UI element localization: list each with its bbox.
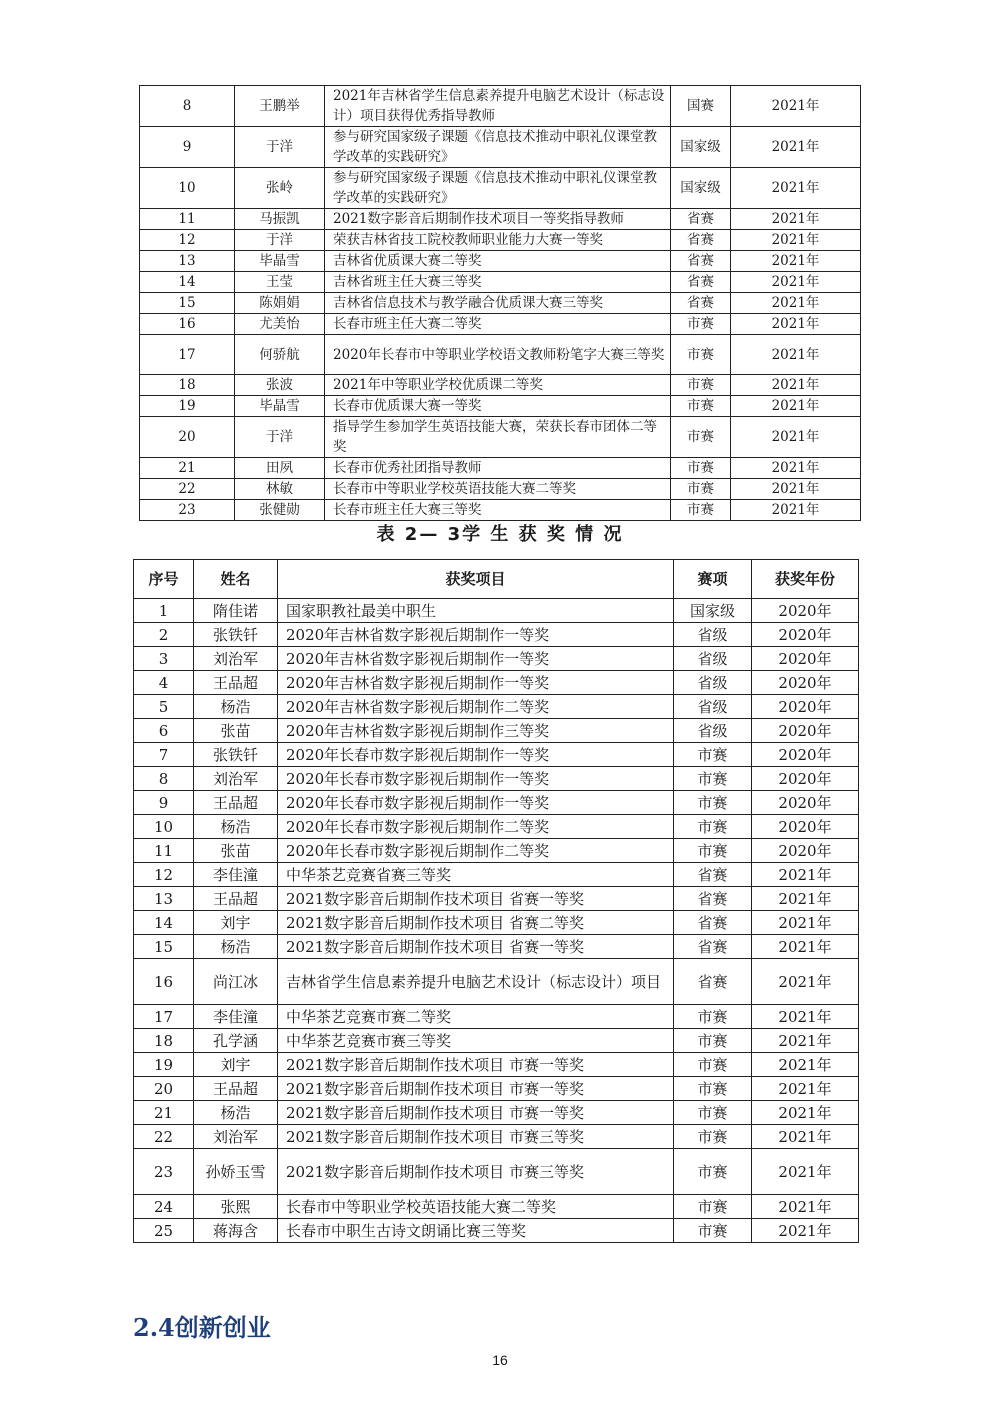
cell-no: 1 bbox=[134, 599, 194, 623]
table-row bbox=[134, 1077, 859, 1101]
cell-level: 市赛 bbox=[674, 1149, 752, 1195]
cell-item: 荣获吉林省技工院校教师职业能力大赛一等奖 bbox=[325, 230, 671, 251]
cell-level: 国家级 bbox=[671, 127, 731, 168]
column-header-year: 获奖年份 bbox=[752, 560, 859, 599]
cell-item: 2020年长春市数字影视后期制作二等奖 bbox=[278, 815, 674, 839]
cell-name: 孙娇玉雪 bbox=[194, 1149, 278, 1195]
table-row bbox=[134, 647, 859, 671]
cell-level: 省赛 bbox=[671, 230, 731, 251]
cell-level: 市赛 bbox=[674, 1219, 752, 1243]
cell-item: 2021数字影音后期制作技术项目一等奖指导教师 bbox=[325, 209, 671, 230]
table-row bbox=[140, 272, 861, 293]
cell-name: 毕晶雪 bbox=[235, 396, 325, 417]
cell-year: 2021年 bbox=[752, 1219, 859, 1243]
cell-level: 市赛 bbox=[674, 1029, 752, 1053]
cell-level: 市赛 bbox=[674, 839, 752, 863]
cell-no: 14 bbox=[134, 911, 194, 935]
table-row bbox=[140, 209, 861, 230]
cell-year: 2021年 bbox=[752, 1077, 859, 1101]
cell-year: 2021年 bbox=[752, 887, 859, 911]
table-row bbox=[140, 230, 861, 251]
cell-item: 长春市班主任大赛三等奖 bbox=[325, 500, 671, 521]
cell-year: 2020年 bbox=[752, 719, 859, 743]
table-row bbox=[134, 935, 859, 959]
table-row bbox=[134, 767, 859, 791]
cell-name: 王品超 bbox=[194, 1077, 278, 1101]
cell-level: 市赛 bbox=[674, 743, 752, 767]
cell-year: 2021年 bbox=[731, 293, 861, 314]
cell-item: 2021数字影音后期制作技术项目 市赛一等奖 bbox=[278, 1077, 674, 1101]
cell-item: 2020年长春市数字影视后期制作一等奖 bbox=[278, 791, 674, 815]
cell-no: 17 bbox=[140, 335, 235, 375]
cell-year: 2021年 bbox=[752, 1101, 859, 1125]
cell-name: 张岭 bbox=[235, 168, 325, 209]
cell-level: 省赛 bbox=[674, 911, 752, 935]
cell-no: 15 bbox=[134, 935, 194, 959]
cell-item: 长春市班主任大赛二等奖 bbox=[325, 314, 671, 335]
cell-level: 省级 bbox=[674, 671, 752, 695]
cell-item: 吉林省优质课大赛二等奖 bbox=[325, 251, 671, 272]
cell-name: 蒋海含 bbox=[194, 1219, 278, 1243]
cell-year: 2021年 bbox=[731, 168, 861, 209]
table-row bbox=[134, 839, 859, 863]
cell-item: 2021年中等职业学校优质课二等奖 bbox=[325, 375, 671, 396]
cell-item: 中华茶艺竞赛市赛二等奖 bbox=[278, 1005, 674, 1029]
cell-no: 17 bbox=[134, 1005, 194, 1029]
table-row bbox=[134, 599, 859, 623]
table-row bbox=[140, 375, 861, 396]
cell-year: 2021年 bbox=[752, 1029, 859, 1053]
cell-no: 20 bbox=[134, 1077, 194, 1101]
cell-item: 2020年吉林省数字影视后期制作一等奖 bbox=[278, 623, 674, 647]
cell-year: 2021年 bbox=[731, 127, 861, 168]
cell-level: 市赛 bbox=[671, 335, 731, 375]
table-row bbox=[140, 168, 861, 209]
cell-name: 李佳潼 bbox=[194, 863, 278, 887]
cell-level: 省赛 bbox=[674, 935, 752, 959]
cell-name: 杨浩 bbox=[194, 935, 278, 959]
cell-level: 省级 bbox=[674, 695, 752, 719]
table-row bbox=[140, 458, 861, 479]
cell-item: 中华茶艺竞赛省赛三等奖 bbox=[278, 863, 674, 887]
cell-year: 2020年 bbox=[752, 815, 859, 839]
cell-name: 张铁钎 bbox=[194, 623, 278, 647]
table-header-row bbox=[134, 560, 859, 599]
cell-name: 刘治军 bbox=[194, 1125, 278, 1149]
cell-year: 2021年 bbox=[752, 935, 859, 959]
cell-no: 7 bbox=[134, 743, 194, 767]
cell-no: 6 bbox=[134, 719, 194, 743]
cell-item: 2021数字影音后期制作技术项目 市赛一等奖 bbox=[278, 1101, 674, 1125]
cell-no: 10 bbox=[134, 815, 194, 839]
cell-no: 13 bbox=[134, 887, 194, 911]
cell-name: 张健勋 bbox=[235, 500, 325, 521]
cell-year: 2021年 bbox=[752, 1125, 859, 1149]
cell-level: 市赛 bbox=[674, 815, 752, 839]
cell-name: 于洋 bbox=[235, 230, 325, 251]
cell-name: 林敏 bbox=[235, 479, 325, 500]
cell-item: 2020年吉林省数字影视后期制作一等奖 bbox=[278, 647, 674, 671]
cell-no: 18 bbox=[140, 375, 235, 396]
cell-level: 市赛 bbox=[674, 1053, 752, 1077]
cell-item: 2021年吉林省学生信息素养提升电脑艺术设计（标志设计）项目获得优秀指导教师 bbox=[325, 86, 671, 127]
cell-level: 市赛 bbox=[671, 396, 731, 417]
table-row bbox=[134, 887, 859, 911]
table-row bbox=[134, 695, 859, 719]
cell-level: 市赛 bbox=[674, 1005, 752, 1029]
column-header-item: 获奖项目 bbox=[278, 560, 674, 599]
table-row bbox=[140, 335, 861, 375]
cell-name: 李佳潼 bbox=[194, 1005, 278, 1029]
cell-year: 2021年 bbox=[731, 251, 861, 272]
cell-level: 国家级 bbox=[671, 168, 731, 209]
cell-item: 2020年吉林省数字影视后期制作一等奖 bbox=[278, 671, 674, 695]
cell-item: 2021数字影音后期制作技术项目 市赛一等奖 bbox=[278, 1053, 674, 1077]
section-heading: 2.4创新创业 bbox=[133, 1313, 271, 1342]
cell-item: 2020年长春市数字影视后期制作一等奖 bbox=[278, 743, 674, 767]
cell-level: 市赛 bbox=[671, 375, 731, 396]
cell-level: 省级 bbox=[674, 719, 752, 743]
cell-year: 2021年 bbox=[752, 1053, 859, 1077]
cell-no: 24 bbox=[134, 1195, 194, 1219]
cell-item: 2021数字影音后期制作技术项目 省赛二等奖 bbox=[278, 911, 674, 935]
cell-year: 2021年 bbox=[731, 417, 861, 458]
table-row bbox=[134, 911, 859, 935]
cell-level: 市赛 bbox=[674, 1101, 752, 1125]
cell-year: 2021年 bbox=[731, 500, 861, 521]
table-row bbox=[134, 1149, 859, 1195]
cell-level: 国赛 bbox=[671, 86, 731, 127]
column-header-name: 姓名 bbox=[194, 560, 278, 599]
table-row bbox=[140, 293, 861, 314]
cell-name: 尤美怡 bbox=[235, 314, 325, 335]
cell-level: 省赛 bbox=[671, 293, 731, 314]
cell-name: 于洋 bbox=[235, 417, 325, 458]
student-awards-table-body bbox=[134, 599, 859, 1243]
cell-name: 隋佳诺 bbox=[194, 599, 278, 623]
cell-item: 长春市优秀社团指导教师 bbox=[325, 458, 671, 479]
cell-year: 2020年 bbox=[752, 767, 859, 791]
cell-name: 张波 bbox=[235, 375, 325, 396]
table-row bbox=[134, 1005, 859, 1029]
cell-name: 张熙 bbox=[194, 1195, 278, 1219]
table-row bbox=[140, 396, 861, 417]
cell-no: 10 bbox=[140, 168, 235, 209]
cell-year: 2021年 bbox=[752, 1195, 859, 1219]
cell-level: 省赛 bbox=[671, 209, 731, 230]
cell-item: 吉林省信息技术与教学融合优质课大赛三等奖 bbox=[325, 293, 671, 314]
cell-no: 11 bbox=[134, 839, 194, 863]
cell-level: 省赛 bbox=[671, 251, 731, 272]
student-awards-table bbox=[133, 559, 859, 1243]
cell-name: 刘治军 bbox=[194, 647, 278, 671]
table-row bbox=[140, 500, 861, 521]
cell-year: 2021年 bbox=[731, 86, 861, 127]
cell-no: 9 bbox=[134, 791, 194, 815]
cell-name: 王品超 bbox=[194, 887, 278, 911]
cell-level: 省级 bbox=[674, 647, 752, 671]
cell-level: 市赛 bbox=[671, 458, 731, 479]
cell-year: 2021年 bbox=[731, 314, 861, 335]
cell-no: 22 bbox=[134, 1125, 194, 1149]
cell-year: 2020年 bbox=[752, 647, 859, 671]
cell-year: 2020年 bbox=[752, 743, 859, 767]
cell-item: 吉林省班主任大赛三等奖 bbox=[325, 272, 671, 293]
table-row bbox=[140, 127, 861, 168]
cell-name: 马振凯 bbox=[235, 209, 325, 230]
cell-no: 25 bbox=[134, 1219, 194, 1243]
table-row bbox=[134, 1219, 859, 1243]
table-row bbox=[140, 417, 861, 458]
cell-item: 长春市中等职业学校英语技能大赛二等奖 bbox=[278, 1195, 674, 1219]
cell-name: 王品超 bbox=[194, 791, 278, 815]
cell-year: 2020年 bbox=[752, 791, 859, 815]
table-row bbox=[134, 671, 859, 695]
cell-name: 王鹏举 bbox=[235, 86, 325, 127]
cell-no: 23 bbox=[134, 1149, 194, 1195]
table-row bbox=[140, 86, 861, 127]
cell-no: 8 bbox=[140, 86, 235, 127]
table-row bbox=[134, 719, 859, 743]
cell-year: 2021年 bbox=[731, 458, 861, 479]
cell-year: 2021年 bbox=[752, 959, 859, 1005]
table-row bbox=[140, 314, 861, 335]
cell-no: 19 bbox=[140, 396, 235, 417]
cell-name: 尚江冰 bbox=[194, 959, 278, 1005]
cell-no: 3 bbox=[134, 647, 194, 671]
cell-year: 2021年 bbox=[752, 1005, 859, 1029]
cell-name: 孔学涵 bbox=[194, 1029, 278, 1053]
cell-year: 2021年 bbox=[731, 375, 861, 396]
cell-year: 2021年 bbox=[731, 396, 861, 417]
cell-name: 刘宇 bbox=[194, 1053, 278, 1077]
cell-item: 长春市中等职业学校英语技能大赛二等奖 bbox=[325, 479, 671, 500]
cell-year: 2021年 bbox=[731, 272, 861, 293]
table-row bbox=[134, 1125, 859, 1149]
cell-year: 2021年 bbox=[731, 335, 861, 375]
cell-no: 23 bbox=[140, 500, 235, 521]
cell-year: 2020年 bbox=[752, 671, 859, 695]
cell-year: 2021年 bbox=[731, 230, 861, 251]
cell-item: 2021数字影音后期制作技术项目 省赛一等奖 bbox=[278, 887, 674, 911]
student-awards-table-caption: 表 2— 3学 生 获 奖 情 况 bbox=[376, 524, 624, 545]
cell-year: 2021年 bbox=[731, 209, 861, 230]
cell-no: 2 bbox=[134, 623, 194, 647]
cell-level: 市赛 bbox=[674, 791, 752, 815]
cell-item: 长春市中职生古诗文朗诵比赛三等奖 bbox=[278, 1219, 674, 1243]
cell-item: 2020年长春市数字影视后期制作一等奖 bbox=[278, 767, 674, 791]
cell-level: 省赛 bbox=[671, 272, 731, 293]
table-row bbox=[134, 791, 859, 815]
cell-no: 18 bbox=[134, 1029, 194, 1053]
cell-level: 省赛 bbox=[674, 887, 752, 911]
cell-year: 2021年 bbox=[752, 911, 859, 935]
cell-level: 国家级 bbox=[674, 599, 752, 623]
cell-name: 张苗 bbox=[194, 719, 278, 743]
cell-name: 陈娟娟 bbox=[235, 293, 325, 314]
cell-no: 22 bbox=[140, 479, 235, 500]
table-row bbox=[134, 959, 859, 1005]
table-row bbox=[134, 743, 859, 767]
teacher-awards-table-body bbox=[140, 86, 861, 521]
cell-no: 4 bbox=[134, 671, 194, 695]
cell-no: 20 bbox=[140, 417, 235, 458]
cell-year: 2020年 bbox=[752, 695, 859, 719]
cell-year: 2020年 bbox=[752, 599, 859, 623]
cell-item: 指导学生参加学生英语技能大赛，荣获长春市团体二等奖 bbox=[325, 417, 671, 458]
cell-no: 16 bbox=[140, 314, 235, 335]
cell-level: 市赛 bbox=[674, 767, 752, 791]
table-row bbox=[134, 863, 859, 887]
table-row bbox=[134, 623, 859, 647]
cell-no: 19 bbox=[134, 1053, 194, 1077]
cell-no: 8 bbox=[134, 767, 194, 791]
cell-year: 2020年 bbox=[752, 623, 859, 647]
cell-name: 王莹 bbox=[235, 272, 325, 293]
column-header-level: 赛项 bbox=[674, 560, 752, 599]
cell-item: 中华茶艺竞赛市赛三等奖 bbox=[278, 1029, 674, 1053]
cell-level: 省赛 bbox=[674, 863, 752, 887]
cell-name: 杨浩 bbox=[194, 1101, 278, 1125]
table-row bbox=[134, 1195, 859, 1219]
cell-item: 2021数字影音后期制作技术项目 市赛三等奖 bbox=[278, 1149, 674, 1195]
cell-no: 11 bbox=[140, 209, 235, 230]
cell-item: 2020年长春市数字影视后期制作二等奖 bbox=[278, 839, 674, 863]
table-row bbox=[134, 1029, 859, 1053]
cell-name: 张苗 bbox=[194, 839, 278, 863]
cell-no: 5 bbox=[134, 695, 194, 719]
cell-name: 于洋 bbox=[235, 127, 325, 168]
cell-no: 13 bbox=[140, 251, 235, 272]
cell-level: 市赛 bbox=[671, 479, 731, 500]
cell-year: 2020年 bbox=[752, 839, 859, 863]
cell-level: 市赛 bbox=[674, 1195, 752, 1219]
cell-name: 何骄航 bbox=[235, 335, 325, 375]
cell-year: 2021年 bbox=[752, 863, 859, 887]
cell-item: 2021数字影音后期制作技术项目 市赛三等奖 bbox=[278, 1125, 674, 1149]
cell-item: 参与研究国家级子课题《信息技术推动中职礼仪课堂教学改革的实践研究》 bbox=[325, 127, 671, 168]
cell-level: 市赛 bbox=[674, 1125, 752, 1149]
cell-level: 省赛 bbox=[674, 959, 752, 1005]
cell-item: 2021数字影音后期制作技术项目 省赛一等奖 bbox=[278, 935, 674, 959]
cell-name: 杨浩 bbox=[194, 695, 278, 719]
cell-name: 张铁钎 bbox=[194, 743, 278, 767]
cell-name: 王品超 bbox=[194, 671, 278, 695]
cell-name: 杨浩 bbox=[194, 815, 278, 839]
cell-item: 国家职教社最美中职生 bbox=[278, 599, 674, 623]
cell-item: 参与研究国家级子课题《信息技术推动中职礼仪课堂教学改革的实践研究》 bbox=[325, 168, 671, 209]
column-header-no: 序号 bbox=[134, 560, 194, 599]
cell-level: 市赛 bbox=[671, 417, 731, 458]
cell-year: 2021年 bbox=[731, 479, 861, 500]
cell-name: 刘治军 bbox=[194, 767, 278, 791]
cell-no: 16 bbox=[134, 959, 194, 1005]
cell-no: 21 bbox=[140, 458, 235, 479]
teacher-awards-table bbox=[139, 85, 861, 521]
cell-level: 市赛 bbox=[671, 314, 731, 335]
cell-no: 12 bbox=[140, 230, 235, 251]
cell-item: 2020年吉林省数字影视后期制作二等奖 bbox=[278, 695, 674, 719]
cell-no: 15 bbox=[140, 293, 235, 314]
table-row bbox=[134, 815, 859, 839]
cell-no: 21 bbox=[134, 1101, 194, 1125]
cell-no: 14 bbox=[140, 272, 235, 293]
cell-item: 2020年长春市中等职业学校语文教师粉笔字大赛三等奖 bbox=[325, 335, 671, 375]
table-row bbox=[134, 1101, 859, 1125]
cell-name: 田夙 bbox=[235, 458, 325, 479]
cell-item: 吉林省学生信息素养提升电脑艺术设计（标志设计）项目 bbox=[278, 959, 674, 1005]
cell-item: 2020年吉林省数字影视后期制作三等奖 bbox=[278, 719, 674, 743]
table-row bbox=[134, 1053, 859, 1077]
cell-name: 毕晶雪 bbox=[235, 251, 325, 272]
cell-name: 刘宇 bbox=[194, 911, 278, 935]
cell-year: 2021年 bbox=[752, 1149, 859, 1195]
cell-no: 12 bbox=[134, 863, 194, 887]
cell-level: 省级 bbox=[674, 623, 752, 647]
cell-level: 市赛 bbox=[674, 1077, 752, 1101]
page-number: 16 bbox=[492, 1352, 508, 1368]
cell-level: 市赛 bbox=[671, 500, 731, 521]
cell-no: 9 bbox=[140, 127, 235, 168]
cell-item: 长春市优质课大赛一等奖 bbox=[325, 396, 671, 417]
table-row bbox=[140, 251, 861, 272]
table-row bbox=[140, 479, 861, 500]
